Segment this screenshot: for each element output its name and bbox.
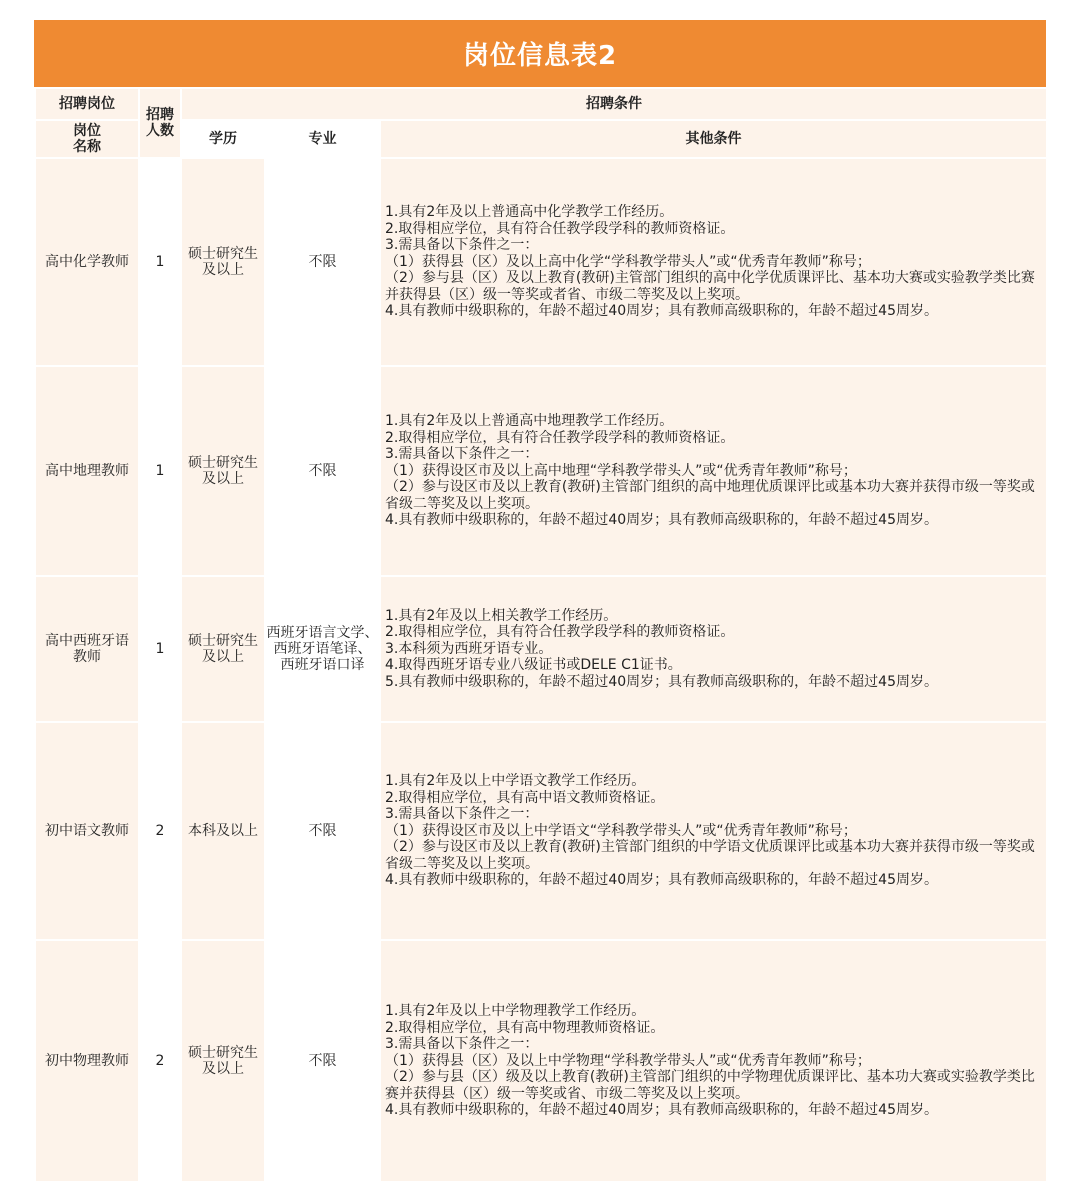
cell-count: 2 xyxy=(140,723,180,939)
header-count: 招聘 人数 xyxy=(140,89,180,157)
cell-name: 高中地理教师 xyxy=(36,367,138,575)
cell-count: 1 xyxy=(140,159,180,365)
table-row xyxy=(36,941,1046,1181)
cell-conditions: 1.具有2年及以上中学语文教学工作经历。 2.取得相应学位，具有高中语文教师资格证。 3.需具备以下条件之一： （1）获得设区市及以上中学语文“学科教学带头人”或“优秀青年教师”称号； （2）参与设区市及以上教育(教研)主管部门组织的中学语文优质课评比或基本功大赛并获得市级一等奖或省级二等奖及以上奖项。 4.具有教师中级职称的，年龄不超过40周岁；具有教师高级职称的，年龄不超过45周岁。 xyxy=(381,723,1046,939)
header-education: 学历 xyxy=(182,121,264,157)
cell-major: 西班牙语言文学、 西班牙语笔译、 西班牙语口译 xyxy=(266,577,379,721)
header-other: 其他条件 xyxy=(381,121,1046,157)
cell-count: 1 xyxy=(140,367,180,575)
header-row-bottom xyxy=(36,121,1046,157)
table-row xyxy=(36,159,1046,365)
header-position-group: 招聘岗位 xyxy=(36,89,138,119)
cell-name: 高中西班牙语 教师 xyxy=(36,577,138,721)
table-row xyxy=(36,577,1046,721)
table-row xyxy=(36,723,1046,939)
table-row xyxy=(36,367,1046,575)
cell-education: 硕士研究生 及以上 xyxy=(182,577,264,721)
header-conditions-group: 招聘条件 xyxy=(182,89,1046,119)
cell-education: 硕士研究生 及以上 xyxy=(182,941,264,1181)
cell-conditions: 1.具有2年及以上普通高中地理教学工作经历。 2.取得相应学位，具有符合任教学段学科的教师资格证。 3.需具备以下条件之一： （1）获得设区市及以上高中地理“学科教学带头人”或“优秀青年教师”称号； （2）参与设区市及以上教育(教研)主管部门组织的高中地理优质课评比或基本功大赛并获得市级一等奖或省级二等奖及以上奖项。 4.具有教师中级职称的，年龄不超过40周岁；具有教师高级职称的，年龄不超过45周岁。 xyxy=(381,367,1046,575)
header-name: 岗位 名称 xyxy=(36,121,138,157)
cell-education: 硕士研究生 及以上 xyxy=(182,159,264,365)
cell-major: 不限 xyxy=(266,941,379,1181)
job-table xyxy=(34,87,1048,1183)
cell-major: 不限 xyxy=(266,723,379,939)
job-info-table xyxy=(34,20,1046,1183)
header-major: 专业 xyxy=(266,121,379,157)
cell-education: 硕士研究生 及以上 xyxy=(182,367,264,575)
header-row-top xyxy=(36,89,1046,119)
cell-name: 高中化学教师 xyxy=(36,159,138,365)
cell-conditions: 1.具有2年及以上普通高中化学教学工作经历。 2.取得相应学位，具有符合任教学段学科的教师资格证。 3.需具备以下条件之一： （1）获得县（区）及以上高中化学“学科教学带头人”或“优秀青年教师”称号； （2）参与县（区）及以上教育(教研)主管部门组织的高中化学优质课评比、基本功大赛或实验教学类比赛并获得县（区）级一等奖或者省、市级二等奖及以上奖项。 4.具有教师中级职称的，年龄不超过40周岁；具有教师高级职称的，年龄不超过45周岁。 xyxy=(381,159,1046,365)
cell-count: 2 xyxy=(140,941,180,1181)
cell-major: 不限 xyxy=(266,159,379,365)
table-title: 岗位信息表2 xyxy=(34,20,1046,87)
cell-conditions: 1.具有2年及以上中学物理教学工作经历。 2.取得相应学位，具有高中物理教师资格证。 3.需具备以下条件之一： （1）获得县（区）及以上中学物理“学科教学带头人”或“优秀青年教师”称号； （2）参与县（区）级及以上教育(教研)主管部门组织的中学物理优质课评比、基本功大赛或实验教学类比赛并获得县（区）级一等奖或省、市级二等奖及以上奖项。 4.具有教师中级职称的，年龄不超过40周岁；具有教师高级职称的，年龄不超过45周岁。 xyxy=(381,941,1046,1181)
cell-name: 初中语文教师 xyxy=(36,723,138,939)
cell-name: 初中物理教师 xyxy=(36,941,138,1181)
cell-count: 1 xyxy=(140,577,180,721)
cell-education: 本科及以上 xyxy=(182,723,264,939)
cell-conditions: 1.具有2年及以上相关教学工作经历。 2.取得相应学位，具有符合任教学段学科的教师资格证。 3.本科须为西班牙语专业。 4.取得西班牙语专业八级证书或DELE C1证书。 5.具有教师中级职称的，年龄不超过40周岁；具有教师高级职称的，年龄不超过45周岁。 xyxy=(381,577,1046,721)
cell-major: 不限 xyxy=(266,367,379,575)
